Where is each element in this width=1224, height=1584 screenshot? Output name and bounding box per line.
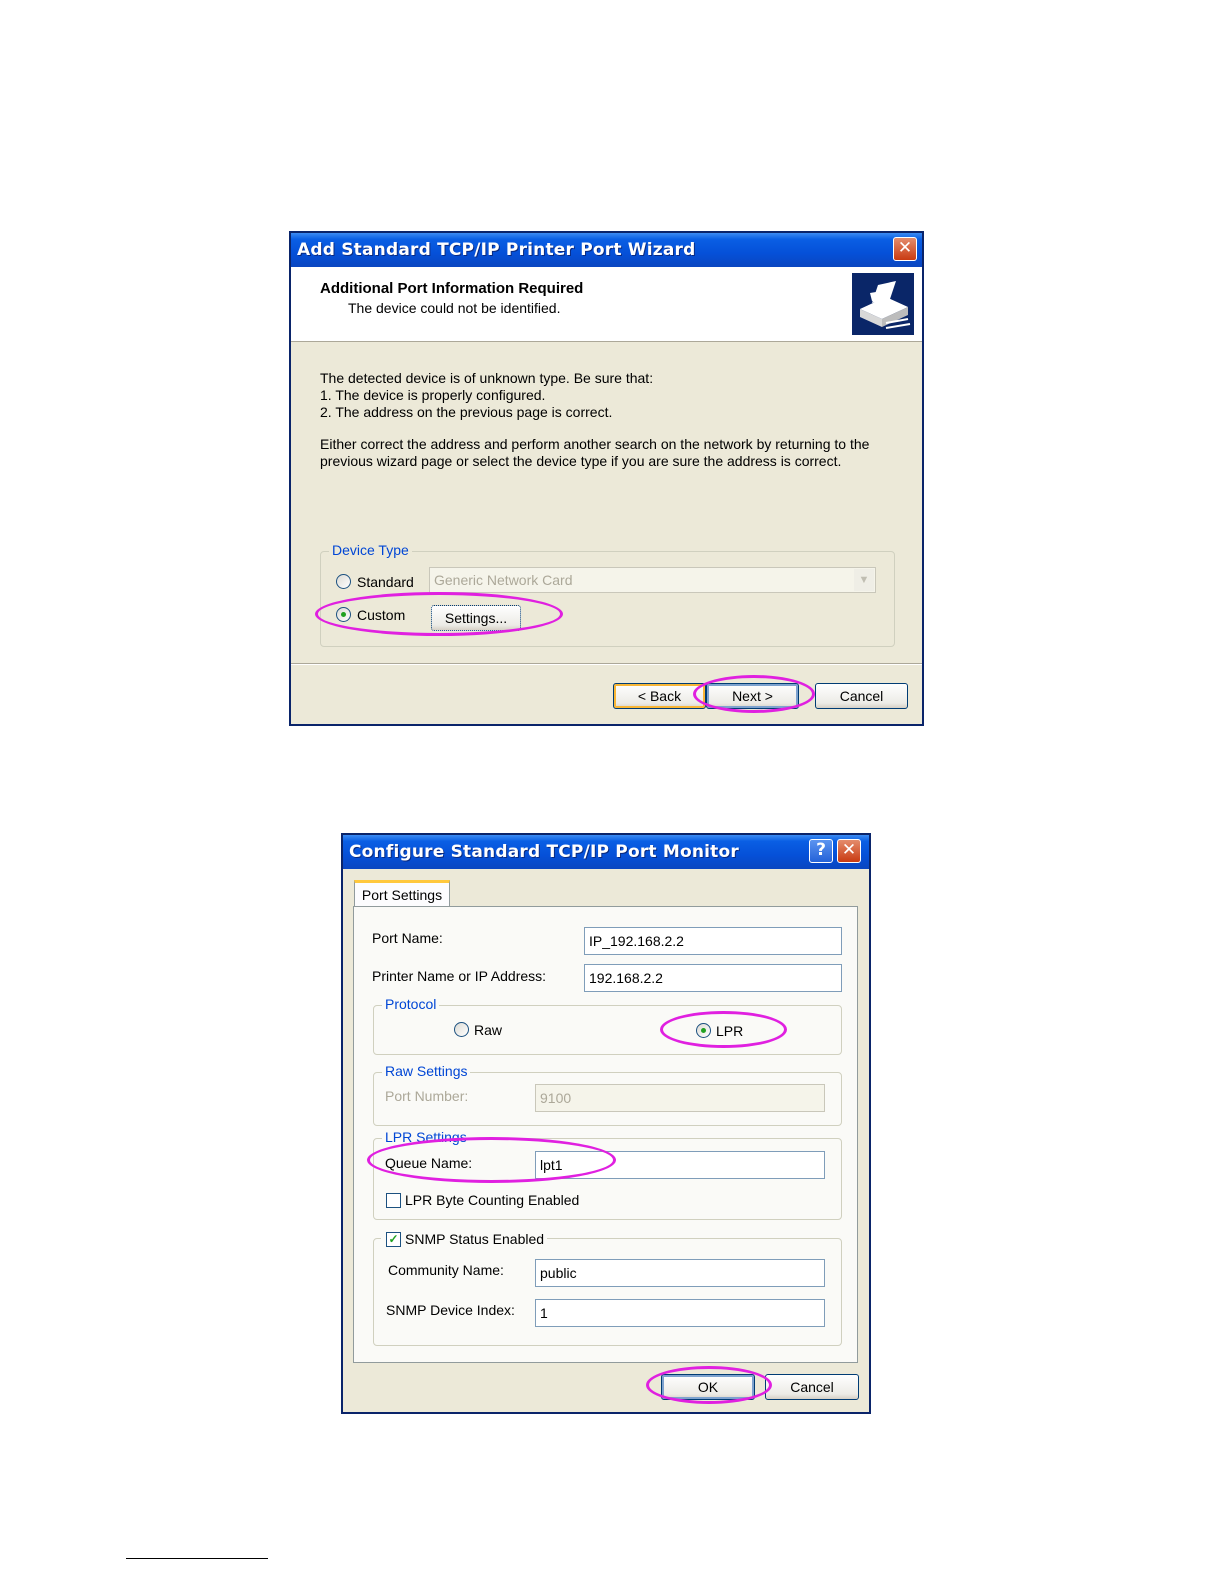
queue-name-field[interactable]: lpt1 [535, 1151, 825, 1179]
radio-selected-dot [701, 1028, 706, 1033]
wizard-close-button[interactable] [893, 237, 917, 261]
wizard-body-line5: previous wizard page or select the device type if you are sure the address is correct. [320, 453, 842, 469]
wizard-window [289, 231, 924, 726]
queue-name-label: Queue Name: [385, 1155, 473, 1171]
tab-port-settings[interactable] [354, 880, 450, 908]
printer-name-field[interactable]: 192.168.2.2 [584, 964, 842, 992]
wizard-header [291, 267, 922, 342]
snmp-device-index-field[interactable]: 1 [535, 1299, 825, 1327]
port-name-label: Port Name: [372, 930, 443, 946]
chevron-down-icon: ▼ [854, 569, 874, 591]
next-button[interactable]: Next > [706, 683, 799, 709]
port-name-field[interactable]: IP_192.168.2.2 [584, 927, 842, 955]
checkmark-icon: ✓ [388, 1232, 399, 1246]
lpr-byte-counting-checkbox[interactable] [386, 1193, 401, 1208]
custom-radio-label[interactable]: Custom [357, 607, 406, 623]
wizard-title: Add Standard TCP/IP Printer Port Wizard [297, 240, 696, 260]
wizard-body-line1: The detected device is of unknown type. Be sure that: [320, 370, 654, 386]
standard-radio-label[interactable]: Standard [357, 574, 414, 590]
custom-radio[interactable] [336, 607, 351, 622]
lpr-radio[interactable] [696, 1023, 711, 1038]
raw-radio-label[interactable]: Raw [474, 1022, 503, 1038]
monitor-title: Configure Standard TCP/IP Port Monitor [349, 842, 739, 862]
back-button[interactable]: < Back [613, 683, 706, 709]
printer-network-icon [852, 273, 914, 335]
close-icon: ✕ [841, 840, 857, 860]
wizard-body-line3: 2. The address on the previous page is correct. [320, 404, 613, 420]
tab-port-settings-label: Port Settings [361, 887, 443, 903]
device-type-dropdown [429, 567, 876, 593]
raw-settings-legend: Raw Settings [382, 1063, 470, 1079]
snmp-device-index-label: SNMP Device Index: [386, 1302, 515, 1318]
settings-button[interactable]: Settings... [431, 605, 521, 631]
protocol-group [373, 996, 842, 1055]
snmp-status-checkbox[interactable] [386, 1232, 401, 1247]
community-name-label: Community Name: [388, 1262, 504, 1278]
wizard-header-title: Additional Port Information Required [320, 280, 584, 297]
lpr-byte-counting-label[interactable]: LPR Byte Counting Enabled [405, 1192, 580, 1208]
monitor-close-button[interactable] [837, 839, 861, 863]
port-number-field: 9100 [535, 1084, 825, 1112]
wizard-titlebar [291, 233, 922, 267]
device-type-legend: Device Type [329, 542, 412, 558]
ok-button[interactable]: OK [661, 1374, 755, 1400]
lpr-radio-label[interactable]: LPR [716, 1023, 744, 1039]
device-type-dropdown-value: Generic Network Card [434, 572, 573, 588]
wizard-body-line2: 1. The device is properly configured. [320, 387, 546, 403]
printer-name-label: Printer Name or IP Address: [372, 968, 547, 984]
device-type-group [320, 542, 895, 647]
help-icon: ? [816, 840, 826, 860]
port-number-label: Port Number: [385, 1088, 469, 1104]
monitor-titlebar [343, 835, 869, 869]
radio-selected-dot [341, 612, 346, 617]
help-button[interactable] [809, 839, 833, 863]
standard-radio[interactable] [336, 574, 351, 589]
raw-radio[interactable] [454, 1022, 469, 1037]
wizard-body-line4: Either correct the address and perform another search on the network by returning to the [320, 436, 870, 452]
monitor-cancel-button[interactable]: Cancel [765, 1374, 859, 1400]
wizard-header-subtitle: The device could not be identified. [348, 300, 561, 316]
snmp-group [373, 1238, 842, 1346]
wizard-cancel-button[interactable]: Cancel [815, 683, 908, 709]
community-name-field[interactable]: public [535, 1259, 825, 1287]
wizard-footer-separator [291, 663, 922, 665]
port-monitor-window [341, 833, 871, 1414]
lpr-settings-legend: LPR Settings [382, 1129, 470, 1145]
footnote-divider [126, 1558, 268, 1559]
snmp-status-label[interactable]: SNMP Status Enabled [405, 1231, 545, 1247]
protocol-legend: Protocol [382, 996, 439, 1012]
close-icon: ✕ [897, 238, 913, 258]
